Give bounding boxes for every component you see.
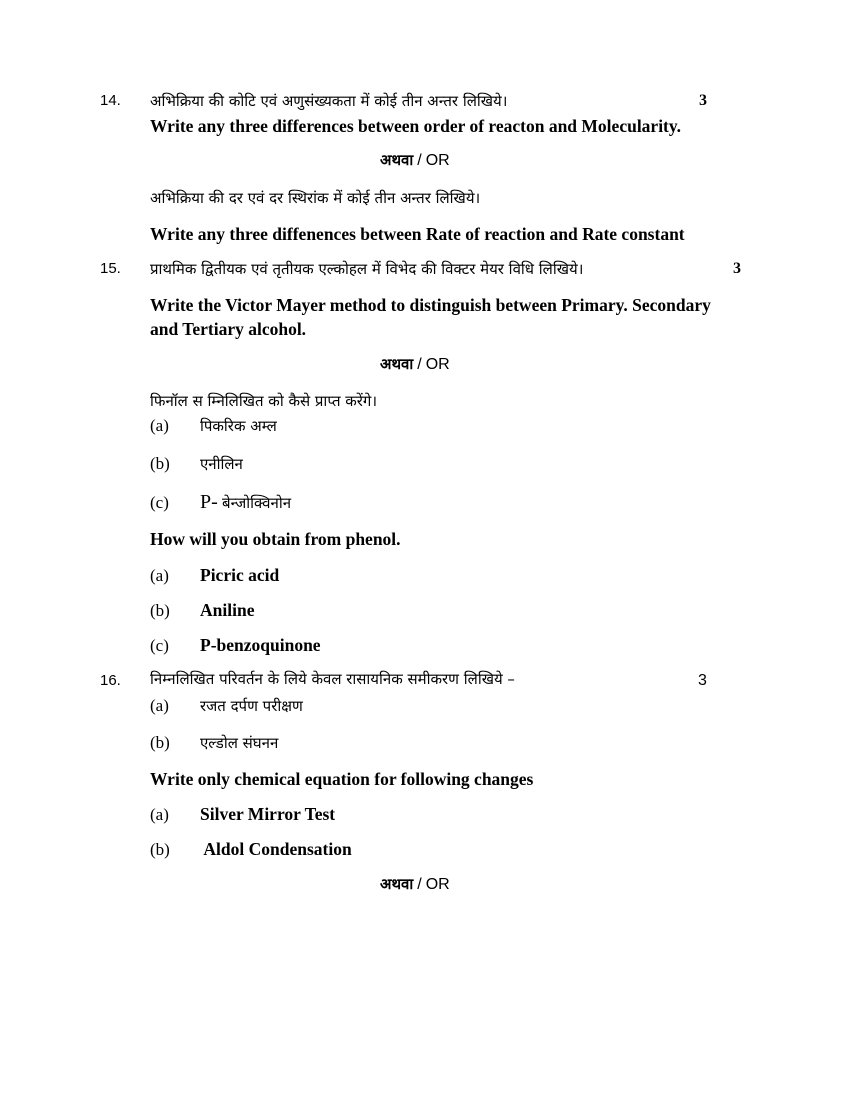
option-text: P-benzoquinone <box>200 635 321 655</box>
question-15-alt-english: How will you obtain from phenol. <box>150 529 401 549</box>
or-slash: / <box>417 152 422 169</box>
question-15-english-line1: Write the Victor Mayer method to distinguish between Primary. Secondary <box>150 295 711 315</box>
option-text: रजत दर्पण परीक्षण <box>200 697 303 715</box>
question-16-marks: 3 <box>698 672 707 689</box>
option-text: पिकरिक अम्ल <box>200 417 277 435</box>
question-14-marks: 3 <box>699 92 707 109</box>
question-15-english-line2: and Tertiary alcohol. <box>150 319 307 339</box>
or-hindi: अथवा <box>380 875 414 893</box>
or-separator-14 <box>380 149 450 172</box>
option-15-hi-b <box>150 453 243 475</box>
question-14-alt-hindi: अभिक्रिया की दर एवं दर स्थिरांक में कोई तीन अन्तर लिखिये। <box>150 189 481 207</box>
option-text: बेन्जोक्विनोन <box>222 494 292 512</box>
option-15-en-c <box>150 634 321 657</box>
option-label: (b) <box>150 840 170 859</box>
option-text: Aniline <box>200 600 255 620</box>
question-14-hindi: अभिक्रिया की कोटि एवं अणुसंख्यकता में कोई तीन अन्तर लिखिये। <box>150 92 508 110</box>
question-15-number: 15. <box>100 260 121 277</box>
or-english: OR <box>425 876 450 893</box>
or-english: OR <box>425 356 450 373</box>
or-slash: / <box>417 876 422 893</box>
option-label: (b) <box>150 733 170 752</box>
option-label: (a) <box>150 416 169 435</box>
option-16-hi-b <box>150 732 278 754</box>
or-separator-15 <box>380 353 450 376</box>
option-15-hi-c <box>150 491 291 514</box>
option-label: (a) <box>150 805 169 824</box>
option-16-en-b <box>150 838 352 861</box>
option-label: (b) <box>150 454 170 473</box>
option-prefix: P- <box>200 491 218 513</box>
option-text: एनीलिन <box>200 455 243 473</box>
question-14-english: Write any three differences between order of reacton and Molecularity. <box>150 116 682 136</box>
option-15-hi-a <box>150 415 277 437</box>
option-16-en-a <box>150 803 335 826</box>
option-text: एल्डोल संघनन <box>200 734 279 752</box>
option-15-en-b <box>150 599 254 622</box>
option-text: Silver Mirror Test <box>200 804 336 824</box>
question-16-hindi: निम्नलिखित परिवर्तन के लिये केवल रासायनिक समीकरण लिखिये – <box>150 670 515 688</box>
or-hindi: अथवा <box>380 355 414 373</box>
option-label: (b) <box>150 601 170 620</box>
or-slash: / <box>417 356 422 373</box>
or-separator-16 <box>380 873 450 896</box>
question-15-hindi: प्राथमिक द्वितीयक एवं तृतीयक एल्कोहल में विभेद की विक्टर मेयर विधि लिखिये। <box>150 260 584 278</box>
question-15-marks: 3 <box>733 260 741 277</box>
question-15-alt-hindi: फिनॉल स म्निलिखित को कैसे प्राप्त करेंगे। <box>150 392 378 410</box>
option-text: Aldol Condensation <box>200 839 352 859</box>
option-label: (a) <box>150 696 169 715</box>
option-text: Picric acid <box>200 565 280 585</box>
question-16-number: 16. <box>100 672 121 689</box>
question-14-number: 14. <box>100 92 121 109</box>
option-label: (a) <box>150 566 169 585</box>
option-15-en-a <box>150 564 279 587</box>
option-16-hi-a <box>150 695 303 717</box>
option-label: (c) <box>150 493 169 512</box>
question-16-english: Write only chemical equation for following changes <box>150 769 534 789</box>
option-label: (c) <box>150 636 169 655</box>
question-14-alt-english: Write any three diffenences between Rate of reaction and Rate constant <box>150 224 685 244</box>
or-english: OR <box>425 152 450 169</box>
or-hindi: अथवा <box>380 151 414 169</box>
